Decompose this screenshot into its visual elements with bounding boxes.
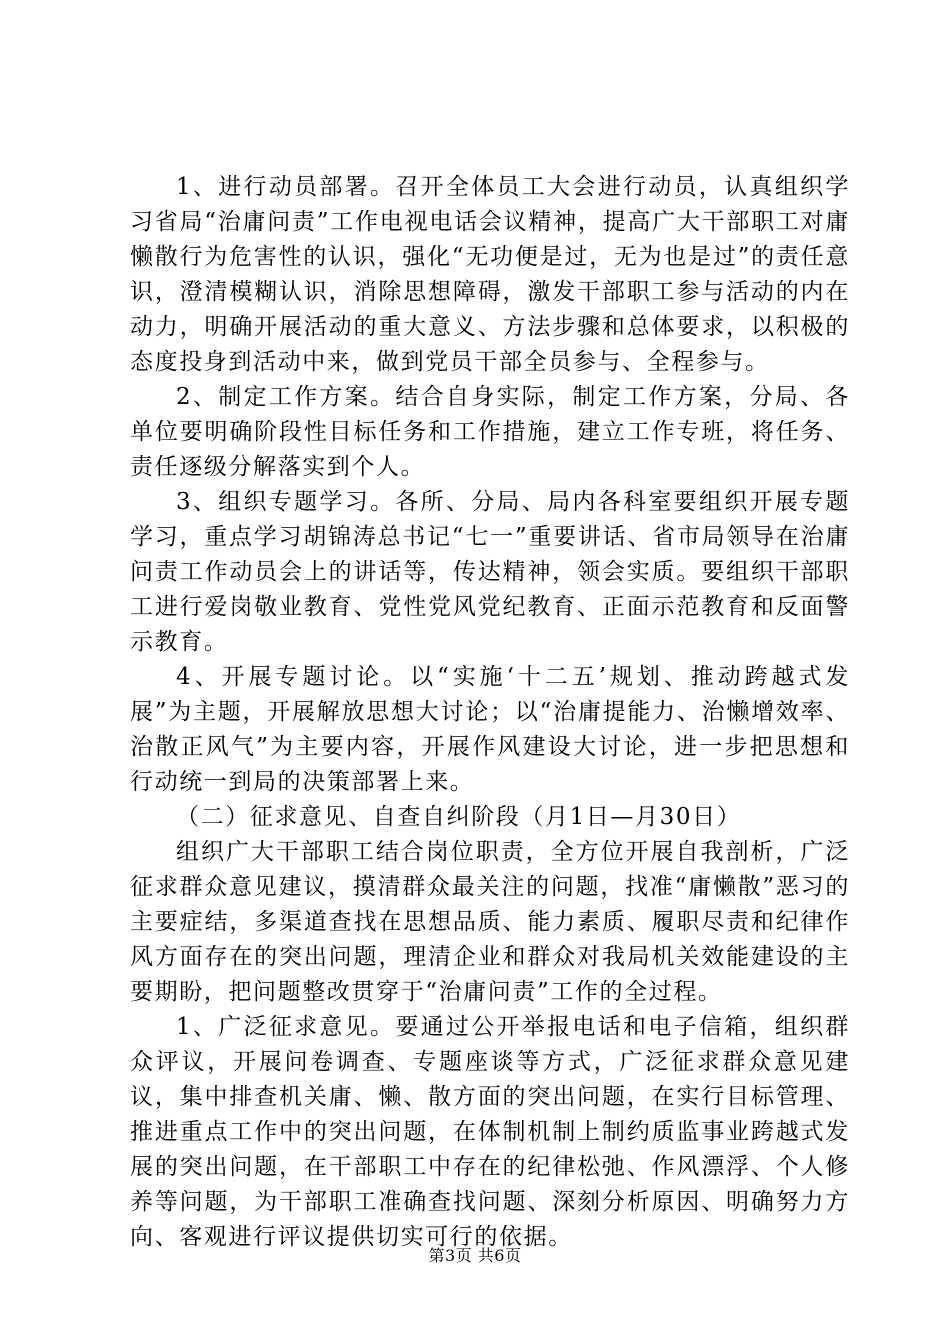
paragraph-solicit-opinions: 1、广泛征求意见。要通过公开举报电话和电子信箱，组织群众评议，开展问卷调查、专题座谈等方式，广泛征求群众意见建议，集中排查机关庸、懒、散方面的突出问题，在实行目标管理、推进重点工作中的突出问题，在体制机制上制约质监事业跨越式发展的突出问题，在干部职工中存在的纪律松弛、作风漂浮、个人修养等问题，为干部职工准确查找问题、深刻分析原因、明确努力方向、客观进行评议提供切实可行的依据。 bbox=[130, 1014, 850, 1250]
document-body bbox=[130, 170, 850, 1255]
paragraph-work-plan: 2、制定工作方案。结合自身实际，制定工作方案，分局、各单位要明确阶段性目标任务和工作措施，建立工作专班，将任务、责任逐级分解落实到个人。 bbox=[130, 384, 850, 480]
page-footer: 第3页 共6页 bbox=[428, 1246, 522, 1265]
paragraph-section-intro: 组织广大干部职工结合岗位职责，全方位开展自我剖析，广泛征求群众意见建议，摸清群众最关注的问题，找准“庸懒散”恶习的主要症结，多渠道查找在思想品质、能力素质、履职尽责和纪律作风方面存在的突出问题，理清企业和群众对我局机关效能建设的主要期盼，把问题整改贯穿于“治庸问责”工作的全过程。 bbox=[130, 839, 850, 1005]
paragraph-discussion: 4、开展专题讨论。以“实施‘十二五’规划、推动跨越式发展”为主题，开展解放思想大讨论；以“治庸提能力、治懒增效率、治散正风气”为主要内容，开展作风建设大讨论，进一步把思想和行动统一到局的决策部署上来。 bbox=[130, 664, 850, 795]
paragraph-mobilization: 1、进行动员部署。召开全体员工大会进行动员，认真组织学习省局“治庸问责”工作电视电话会议精神，提高广大干部职工对庸懒散行为危害性的认识，强化“无功便是过，无为也是过”的责任意识，澄清模糊认识，消除思想障碍，激发干部职工参与活动的内在动力，明确开展活动的重大意义、方法步骤和总体要求，以积极的态度投身到活动中来，做到党员干部全员参与、全程参与。 bbox=[130, 174, 850, 375]
paragraph-study: 3、组织专题学习。各所、分局、局内各科室要组织开展专题学习，重点学习胡锦涛总书记“七一”重要讲话、省市局领导在治庸问责工作动员会上的讲话等，传达精神，领会实质。要组织干部职工进行爱岗敬业教育、党性党风党纪教育、正面示范教育和反面警示教育。 bbox=[130, 489, 850, 655]
section-heading: （二）征求意见、自查自纠阶段（月1日—月30日） bbox=[176, 804, 742, 830]
